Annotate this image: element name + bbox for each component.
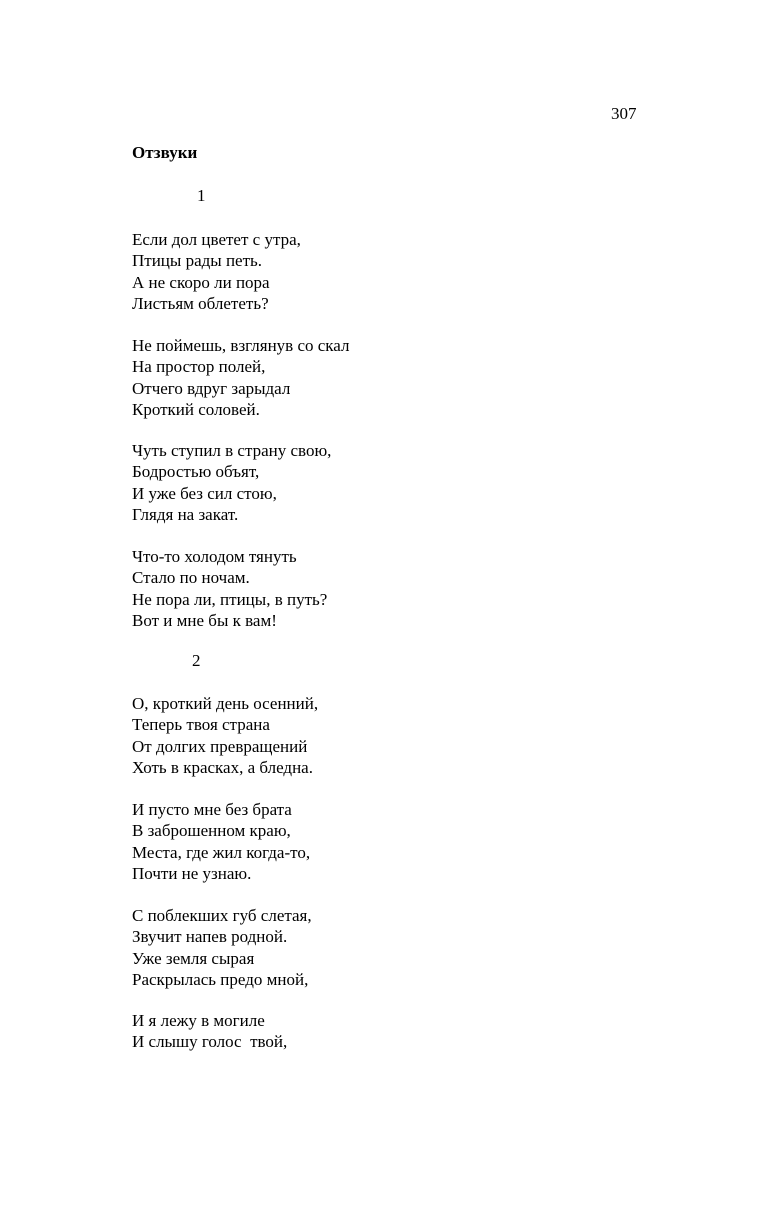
- stanza: [132, 905, 312, 990]
- poem-line: И слышу голос твой,: [132, 1032, 288, 1052]
- poem-line: Раскрылась предо мной,: [132, 969, 309, 989]
- stanza: [132, 440, 331, 525]
- poem-line: Если дол цветет с утра,: [132, 230, 301, 249]
- poem-line: Вот и мне бы к вам!: [132, 610, 277, 630]
- stanza: [132, 693, 318, 778]
- poem-line: И пусто мне без брата: [132, 800, 292, 819]
- poem-line: И я лежу в могиле: [132, 1011, 265, 1030]
- stanza: [132, 799, 310, 884]
- poem-line: Стало по ночам.: [132, 568, 250, 588]
- stanza: [132, 1010, 287, 1053]
- poem-line: Хоть в красках, а бледна.: [132, 757, 313, 777]
- poem-line: Листьям облететь?: [132, 293, 269, 313]
- poem-line: От долгих превращений: [132, 736, 308, 756]
- poem-line: Отчего вдруг зарыдал: [132, 378, 291, 398]
- stanza: [132, 546, 327, 631]
- section-number: 2: [192, 651, 201, 670]
- poem-line: Чуть ступил в страну свою,: [132, 441, 332, 460]
- section-number: 1: [197, 186, 206, 205]
- poem-line: Глядя на закат.: [132, 504, 239, 524]
- poem-line: Теперь твоя страна: [132, 715, 270, 735]
- stanza: [132, 229, 301, 314]
- poem-line: О, кроткий день осенний,: [132, 694, 319, 713]
- poem-line: Кроткий соловей.: [132, 399, 260, 419]
- poem-title: Отзвуки: [132, 143, 198, 162]
- page-number: 307: [611, 104, 637, 123]
- poem-line: В заброшенном краю,: [132, 821, 291, 841]
- poem-line: Что-то холодом тянуть: [132, 547, 297, 566]
- poem-line: Не пора ли, птицы, в путь?: [132, 589, 328, 609]
- poem-line: Почти не узнаю.: [132, 863, 252, 883]
- poem-line: И уже без сил стою,: [132, 483, 277, 503]
- poem-line: Бодростью объят,: [132, 462, 260, 482]
- poem-line: А не скоро ли пора: [132, 272, 270, 292]
- poem-line: Звучит напев родной.: [132, 927, 288, 947]
- poem-line: Птицы рады петь.: [132, 251, 263, 271]
- poem-line: Уже земля сырая: [132, 948, 255, 968]
- poem-line: Не поймешь, взглянув со скал: [132, 336, 350, 355]
- poem-line: На простор полей,: [132, 357, 266, 377]
- poem-line: С поблекших губ слетая,: [132, 906, 312, 925]
- stanza: [132, 335, 349, 420]
- poem-line: Места, где жил когда-то,: [132, 842, 311, 862]
